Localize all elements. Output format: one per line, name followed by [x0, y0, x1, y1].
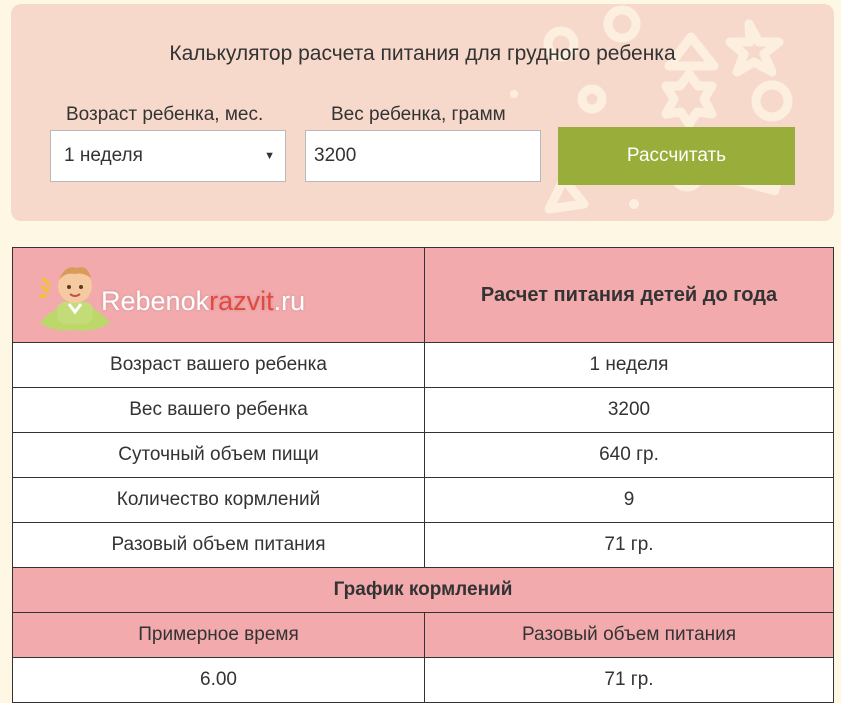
row-value: 3200 — [425, 388, 834, 433]
schedule-header-time: Примерное время — [13, 613, 425, 658]
logo-part-rebenok: Rebenok — [101, 286, 210, 316]
table-row — [13, 388, 834, 433]
schedule-title: График кормлений — [13, 568, 834, 613]
chevron-down-icon: ▼ — [264, 150, 275, 162]
result-title: Расчет питания детей до года — [425, 248, 834, 343]
site-logo — [101, 286, 305, 317]
row-label: Вес вашего ребенка — [13, 388, 425, 433]
row-value: 9 — [425, 478, 834, 523]
weight-input[interactable] — [305, 130, 541, 182]
decorative-shapes-icon — [454, 4, 834, 221]
weight-input-value: 3200 — [314, 145, 357, 166]
weight-label: Вес ребенка, грамм — [331, 104, 506, 125]
schedule-header-amount: Разовый объем питания — [425, 613, 834, 658]
result-table — [12, 247, 834, 703]
table-row — [13, 343, 834, 388]
calculator-title: Калькулятор расчета питания для грудного ребенка — [169, 42, 676, 65]
row-value: 1 неделя — [425, 343, 834, 388]
table-row — [13, 478, 834, 523]
row-label: Суточный объем пищи — [13, 433, 425, 478]
schedule-title-row — [13, 568, 834, 613]
logo-part-domain: .ru — [273, 286, 306, 316]
row-value: 71 гр. — [425, 523, 834, 568]
table-row — [13, 658, 834, 703]
schedule-header-row — [13, 613, 834, 658]
row-label: Возраст вашего ребенка — [13, 343, 425, 388]
schedule-amount: 71 гр. — [425, 658, 834, 703]
schedule-time: 6.00 — [13, 658, 425, 703]
logo-part-razvit: razvit — [209, 286, 274, 316]
row-value: 640 гр. — [425, 433, 834, 478]
table-row — [13, 433, 834, 478]
calculate-button[interactable]: Рассчитать — [558, 127, 795, 185]
row-label: Количество кормлений — [13, 478, 425, 523]
age-label: Возраст ребенка, мес. — [66, 104, 264, 125]
row-label: Разовый объем питания — [13, 523, 425, 568]
calculator-card — [11, 4, 834, 221]
age-select-value: 1 неделя — [64, 145, 143, 166]
age-select[interactable] — [50, 130, 286, 182]
logo-cell — [13, 248, 425, 343]
result-header-row — [13, 248, 834, 343]
table-row — [13, 523, 834, 568]
